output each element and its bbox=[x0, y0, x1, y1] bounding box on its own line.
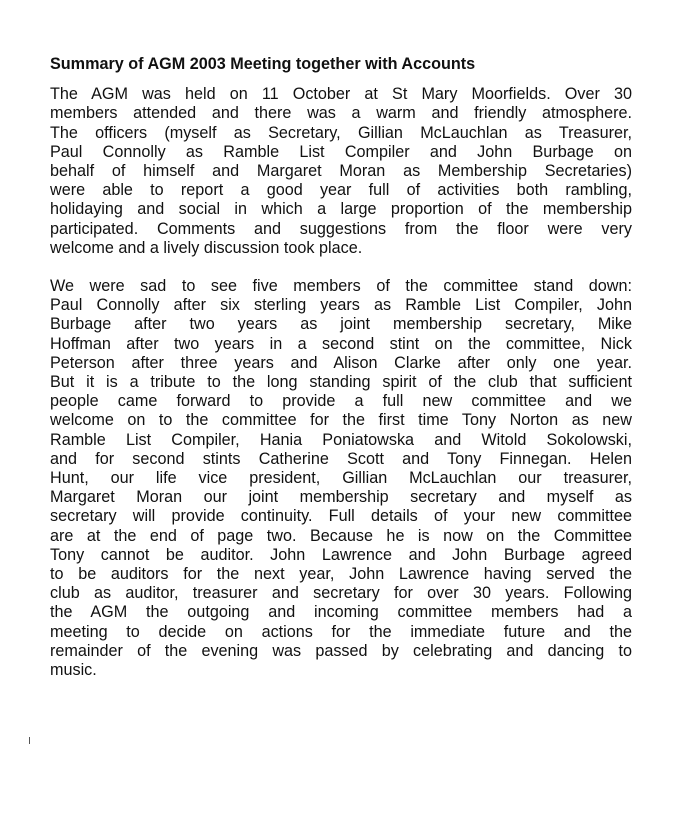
text-line: to be auditors for the next year, John Lawrence having served the bbox=[50, 565, 632, 584]
text-line: music. bbox=[50, 661, 97, 680]
text-line: We were sad to see five members of the committee stand down: bbox=[50, 277, 632, 296]
text-line: welcome and a lively discussion took place. bbox=[50, 238, 363, 257]
text-line: people came forward to provide a full new committee and we bbox=[50, 392, 632, 411]
text-line: Ramble List Compiler, Hania Poniatowska and Witold Sokolowski, bbox=[50, 430, 632, 449]
text-line: welcome on to the committee for the first time Tony Norton as new bbox=[50, 411, 632, 430]
paragraph-committee-changes bbox=[50, 277, 632, 680]
text-line: Paul Connolly after six sterling years as Ramble List Compiler, John bbox=[50, 296, 632, 315]
scan-mark bbox=[29, 737, 30, 744]
text-line: The AGM was held on 11 October at St Mary Moorfields. Over 30 bbox=[50, 85, 632, 104]
text-line: remainder of the evening was passed by celebrating and dancing to bbox=[50, 641, 632, 660]
document-title: Summary of AGM 2003 Meeting together with Accounts bbox=[50, 55, 476, 73]
text-line: holidaying and social in which a large proportion of the membership bbox=[50, 200, 632, 219]
text-line: secretary will provide continuity. Full details of your new committee bbox=[50, 507, 632, 526]
text-line: The officers (myself as Secretary, Gillian McLauchlan as Treasurer, bbox=[50, 123, 632, 142]
text-line: Burbage after two years as joint membership secretary, Mike bbox=[50, 315, 632, 334]
text-line: club as auditor, treasurer and secretary for over 30 years. Following bbox=[50, 584, 632, 603]
text-line: were able to report a good year full of activities both rambling, bbox=[50, 181, 632, 200]
text-line: meeting to decide on actions for the immediate future and the bbox=[50, 622, 632, 641]
text-line: the AGM the outgoing and incoming committee members had a bbox=[50, 603, 632, 622]
text-line: and for second stints Catherine Scott and Tony Finnegan. Helen bbox=[50, 449, 632, 468]
text-line: Peterson after three years and Alison Clarke after only one year. bbox=[50, 353, 632, 372]
text-line: are at the end of page two. Because he is now on the Committee bbox=[50, 526, 632, 545]
text-line: behalf of himself and Margaret Moran as Membership Secretaries) bbox=[50, 162, 632, 181]
text-line: Paul Connolly as Ramble List Compiler and John Burbage on bbox=[50, 142, 632, 161]
text-line: But it is a tribute to the long standing spirit of the club that sufficient bbox=[50, 373, 632, 392]
text-line: Tony cannot be auditor. John Lawrence and John Burbage agreed bbox=[50, 545, 632, 564]
text-line: members attended and there was a warm and friendly atmosphere. bbox=[50, 104, 632, 123]
document-page bbox=[50, 55, 632, 680]
text-line: Margaret Moran our joint membership secretary and myself as bbox=[50, 488, 632, 507]
text-line: Hoffman after two years in a second stint on the committee, Nick bbox=[50, 334, 632, 353]
text-line: participated. Comments and suggestions from the floor were very bbox=[50, 219, 632, 238]
text-line: Hunt, our life vice president, Gillian McLauchlan our treasurer, bbox=[50, 469, 632, 488]
paragraph-agm-summary bbox=[50, 85, 632, 258]
